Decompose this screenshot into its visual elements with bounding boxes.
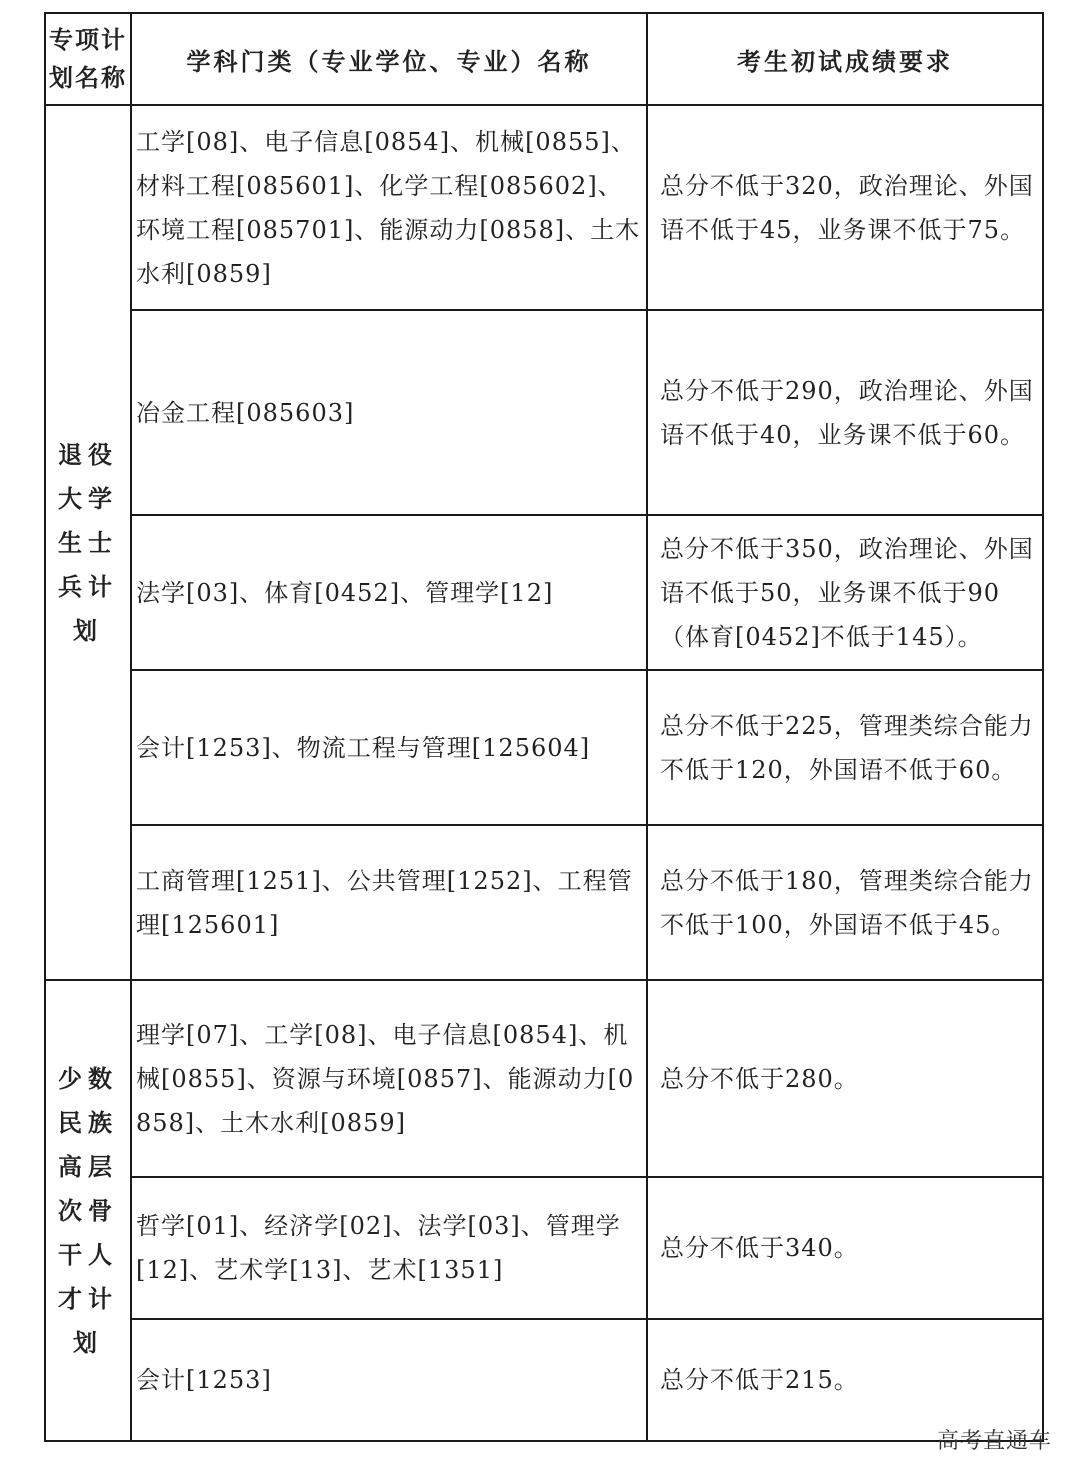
table-row (45, 105, 1043, 310)
requirement-cell: 总分不低于290，政治理论、外国语不低于40，业务课不低于60。 (647, 310, 1043, 515)
requirement-cell: 总分不低于225，管理类综合能力不低于120，外国语不低于60。 (647, 670, 1043, 825)
subject-cell: 哲学[01]、经济学[02]、法学[03]、管理学[12]、艺术学[13]、艺术[1351] (131, 1177, 647, 1319)
subject-cell: 法学[03]、体育[0452]、管理学[12] (131, 515, 647, 670)
subject-cell: 冶金工程[085603] (131, 310, 647, 515)
subject-cell: 会计[1253] (131, 1319, 647, 1441)
table-row (45, 1319, 1043, 1441)
subject-cell: 会计[1253]、物流工程与管理[125604] (131, 670, 647, 825)
requirement-cell: 总分不低于180，管理类综合能力不低于100，外国语不低于45。 (647, 825, 1043, 980)
table-header-row (45, 13, 1043, 105)
table-row (45, 980, 1043, 1177)
subject-cell: 工商管理[1251]、公共管理[1252]、工程管理[125601] (131, 825, 647, 980)
header-plan-name: 专项计划名称 (45, 13, 131, 105)
watermark: 高考直通车 (936, 1429, 1052, 1454)
table-row (45, 515, 1043, 670)
requirement-cell: 总分不低于340。 (647, 1177, 1043, 1319)
subject-cell: 工学[08]、电子信息[0854]、机械[0855]、材料工程[085601]、化学工程[085602]、环境工程[085701]、能源动力[0858]、土木水利[0859] (131, 105, 647, 310)
table-row (45, 825, 1043, 980)
table-row (45, 670, 1043, 825)
plan-ethnic-minority: 少数民族高层次骨干人才计划 (45, 980, 131, 1441)
header-requirement: 考生初试成绩要求 (647, 13, 1043, 105)
header-subject: 学科门类（专业学位、专业）名称 (131, 13, 647, 105)
table-row (45, 310, 1043, 515)
requirement-cell: 总分不低于280。 (647, 980, 1043, 1177)
requirement-cell: 总分不低于350，政治理论、外国语不低于50，业务课不低于90（体育[0452]不低于145）。 (647, 515, 1043, 670)
subject-cell: 理学[07]、工学[08]、电子信息[0854]、机械[0855]、资源与环境[0857]、能源动力[0858]、土木水利[0859] (131, 980, 647, 1177)
requirement-cell: 总分不低于320，政治理论、外国语不低于45，业务课不低于75。 (647, 105, 1043, 310)
table-row (45, 1177, 1043, 1319)
admission-requirements-table (44, 12, 1044, 1442)
requirement-cell: 总分不低于215。 (647, 1319, 1043, 1441)
plan-veterans: 退役大学生士兵计划 (45, 105, 131, 980)
